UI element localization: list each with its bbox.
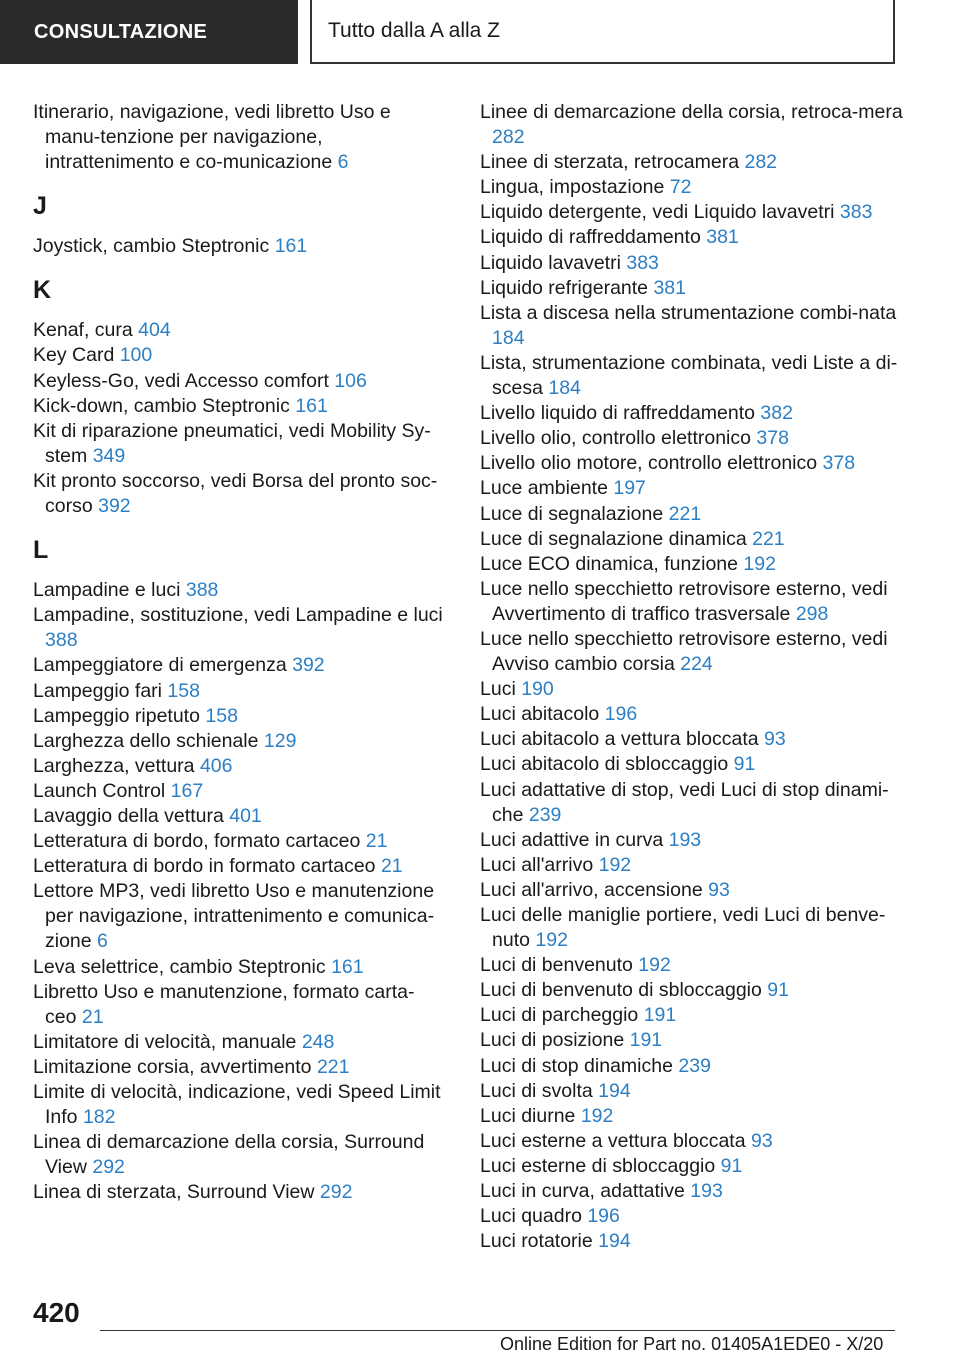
index-entry (480, 677, 920, 702)
page-reference-link[interactable]: 182 (82, 1106, 116, 1129)
index-entry-text: Larghezza dello schienale (33, 729, 264, 752)
page-reference-link[interactable]: 221 (316, 1055, 350, 1078)
page-reference-link[interactable]: 239 (528, 803, 562, 826)
index-entry (480, 451, 920, 476)
page-reference-link[interactable]: 129 (263, 729, 297, 752)
index-entry (480, 903, 920, 953)
index-entry-text: Luce di segnalazione (480, 502, 669, 525)
section-tab[interactable]: CONSULTAZIONE (0, 0, 298, 64)
index-entry (480, 1204, 920, 1229)
page-reference-link[interactable]: 388 (45, 629, 78, 652)
index-entry-text: Luce ambiente (480, 477, 614, 500)
index-entry-text: Lettore MP3, vedi libretto Uso e manutenzione per navigazione, intrattenimento e comunica-zione (33, 880, 435, 953)
page-reference-link[interactable]: 191 (629, 1029, 663, 1052)
page-reference-link[interactable]: 191 (643, 1004, 677, 1027)
index-letter-heading: K (33, 276, 52, 305)
index-entry (33, 829, 443, 854)
index-entry-text: Luci adattative di stop, vedi Luci di stop dinami-che (480, 778, 889, 826)
index-entry-text: Lavaggio della vettura (33, 804, 230, 827)
index-entry-text: Leva selettrice, cambio Steptronic (33, 955, 332, 978)
index-entry (33, 980, 443, 1030)
index-entry (480, 1054, 920, 1079)
index-column-right (480, 100, 920, 1254)
page-reference-link[interactable]: 193 (668, 828, 702, 851)
page-reference-link[interactable]: 72 (669, 176, 692, 199)
page-reference-link[interactable]: 91 (767, 979, 789, 1002)
footer-divider (100, 1330, 895, 1331)
index-entry (480, 1104, 920, 1129)
page-reference-link[interactable]: 406 (199, 754, 233, 777)
index-entry-text: Luci quadro (480, 1205, 588, 1228)
index-entry-text: Itinerario, navigazione, vedi libretto Uso e manu-tenzione per navigazione, intrattenimento e co-municazione (33, 101, 391, 174)
index-entry (480, 702, 920, 727)
index-entry (480, 476, 920, 501)
page-reference-link[interactable]: 161 (274, 235, 308, 258)
index-entry (33, 394, 443, 419)
index-entry-text: Luce ECO dinamica, funzione (480, 552, 744, 575)
index-entry-text: Luci rotatorie (480, 1230, 599, 1253)
page-reference-link[interactable]: 93 (751, 1129, 773, 1152)
index-entry (33, 879, 443, 954)
index-entry-text: Luci abitacolo di sbloccaggio (480, 753, 734, 776)
page-reference-link[interactable]: 158 (167, 679, 200, 702)
index-entry (33, 469, 443, 519)
page-reference-link[interactable]: 292 (319, 1181, 353, 1204)
index-entry (33, 955, 443, 980)
page-reference-link[interactable]: 221 (668, 502, 702, 525)
index-entry (480, 401, 920, 426)
page-reference-link[interactable]: 388 (185, 579, 219, 602)
index-entry (480, 627, 920, 677)
page-reference-link[interactable]: 93 (764, 728, 786, 751)
index-entry-text: Luci di stop dinamiche (480, 1054, 679, 1077)
index-entry-text: Kit di riparazione pneumatici, vedi Mobility Sy-stem (33, 419, 431, 467)
index-entry (480, 552, 920, 577)
page-reference-link[interactable]: 196 (604, 703, 638, 726)
index-entry (33, 1080, 443, 1130)
index-entry (33, 779, 443, 804)
index-entry-text: Limitatore di velocità, manuale (33, 1030, 302, 1053)
index-entry (33, 343, 443, 368)
index-entry (33, 729, 443, 754)
page-reference-link[interactable]: 378 (822, 452, 856, 475)
index-entry-text: Liquido detergente, vedi Liquido lavavetri (480, 201, 840, 224)
page-reference-link[interactable]: 401 (229, 804, 262, 827)
index-entry-text: Liquido refrigerante (480, 276, 654, 299)
page-reference-link[interactable]: 383 (626, 251, 659, 274)
index-entry-text: Luci all'arrivo (480, 853, 599, 876)
page-reference-link[interactable]: 158 (205, 704, 238, 727)
page-reference-link[interactable]: 21 (365, 830, 388, 853)
index-entry (480, 727, 920, 752)
index-entry (33, 1055, 443, 1080)
index-entry-text: Kenaf, cura (33, 319, 139, 342)
page-reference-link[interactable]: 192 (535, 929, 568, 952)
index-entry (33, 318, 443, 343)
index-entry-text: Larghezza, vettura (33, 754, 200, 777)
page-reference-link[interactable]: 193 (690, 1180, 723, 1203)
page-reference-link[interactable]: 21 (81, 1005, 104, 1028)
page-reference-link[interactable]: 194 (598, 1230, 631, 1253)
index-entry (480, 251, 920, 276)
index-entry (480, 1028, 920, 1053)
index-entry-text: Kit pronto soccorso, vedi Borsa del pronto soc-corso (33, 469, 438, 518)
index-letter-heading: J (33, 192, 47, 221)
index-entry-text: Keyless-Go, vedi Accesso comfort (33, 369, 335, 392)
index-entry (33, 603, 443, 653)
index-entry (480, 878, 920, 903)
index-entry (480, 1154, 920, 1179)
index-entry (480, 953, 920, 978)
page-reference-link[interactable]: 161 (295, 394, 328, 417)
page-reference-link[interactable]: 192 (580, 1104, 614, 1127)
index-entry-text: Luci esterne a vettura bloccata (480, 1129, 751, 1152)
index-entry-text: Luce nello specchietto retrovisore esterno, vedi Avviso cambio corsia (480, 627, 888, 676)
index-entry-text: Luci di posizione (480, 1029, 630, 1052)
page-reference-link[interactable]: 106 (334, 369, 367, 392)
index-entry (480, 200, 920, 225)
index-entry (480, 527, 920, 552)
page-reference-link[interactable]: 381 (653, 276, 686, 299)
index-entry (480, 1003, 920, 1028)
page-reference-link[interactable]: 224 (680, 653, 713, 676)
index-entry-text: Luci all'arrivo, accensione (480, 878, 709, 901)
page-reference-link[interactable]: 184 (492, 326, 525, 349)
index-entry-text: Linee di demarcazione della corsia, retroca-mera (480, 101, 903, 123)
index-entry-text: Key Card (33, 344, 120, 367)
page-reference-link[interactable]: 282 (744, 151, 778, 174)
footer-edition-text: Online Edition for Part no. 01405A1EDE0 - X/20 (500, 1334, 884, 1354)
index-entry-text: Linea di demarcazione della corsia, Surround View (33, 1131, 425, 1179)
page-reference-link[interactable]: 93 (708, 878, 730, 901)
page-reference-link[interactable]: 381 (706, 226, 739, 249)
index-entry-text: Lampeggiatore di emergenza (33, 654, 293, 677)
page-reference-link[interactable]: 192 (598, 853, 632, 876)
index-entry-text: Lampadine, sostituzione, vedi Lampadine e luci (33, 604, 443, 627)
index-entry-text: Luci (480, 678, 522, 701)
page-header (0, 0, 960, 66)
index-entry-text: Luci di parcheggio (480, 1004, 644, 1027)
index-entry (480, 1079, 920, 1104)
page-reference-link[interactable]: 248 (301, 1030, 335, 1053)
index-entry-text: Lampadine e luci (33, 579, 186, 602)
index-entry (33, 369, 443, 394)
index-entry (480, 100, 920, 150)
index-entry-text: Luci diurne (480, 1104, 581, 1127)
page-reference-link[interactable]: 392 (98, 495, 131, 518)
index-entry (480, 577, 920, 627)
index-entry-text: Luci di svolta (480, 1079, 599, 1102)
index-entry (480, 752, 920, 777)
index-entry (480, 150, 920, 175)
index-entry (480, 853, 920, 878)
index-entry (33, 804, 443, 829)
index-entry (480, 828, 920, 853)
index-entry (480, 175, 920, 200)
index-entry (33, 854, 443, 879)
index-entry-text: Luci di benvenuto (480, 954, 639, 977)
page-reference-link[interactable]: 383 (839, 201, 873, 224)
index-entry (480, 1179, 920, 1204)
index-entry (480, 978, 920, 1003)
page-reference-link[interactable]: 349 (92, 444, 126, 467)
page-reference-link[interactable]: 161 (331, 955, 364, 978)
index-entry (480, 225, 920, 250)
index-entry-text: Luci di benvenuto di sbloccaggio (480, 979, 768, 1002)
index-entry-text: Luci delle maniglie portiere, vedi Luci di benve-nuto (480, 904, 886, 952)
index-entry (480, 1129, 920, 1154)
index-entry-text: Letteratura di bordo, formato cartaceo (33, 830, 366, 853)
index-entry-text: Lingua, impostazione (480, 176, 670, 199)
index-entry-text: Lampeggio ripetuto (33, 704, 206, 727)
index-entry (33, 1180, 443, 1205)
index-entry (480, 778, 920, 828)
index-entry-text: Letteratura di bordo in formato cartaceo (33, 855, 381, 878)
page-reference-link[interactable]: 91 (733, 753, 756, 776)
page-reference-link[interactable]: 239 (678, 1054, 711, 1077)
index-entry (480, 351, 920, 401)
page-reference-link[interactable]: 404 (138, 319, 171, 342)
index-entry-text: Lampeggio fari (33, 679, 168, 702)
page-reference-link[interactable]: 190 (521, 678, 554, 701)
index-entry-text: Libretto Uso e manutenzione, formato carta-ceo (33, 980, 415, 1028)
page-reference-link[interactable]: 167 (170, 779, 204, 802)
index-entry-text: Liquido lavavetri (480, 251, 627, 274)
index-entry-text: Livello olio, controllo elettronico (480, 427, 757, 450)
index-entry-text: Linee di sterzata, retrocamera (480, 151, 745, 174)
index-entry (33, 679, 443, 704)
index-entry (33, 419, 443, 469)
page-reference-link[interactable]: 221 (752, 527, 785, 550)
page-reference-link[interactable]: 91 (720, 1154, 743, 1177)
page-reference-link[interactable]: 6 (337, 151, 349, 174)
page-number: 420 (33, 1297, 80, 1328)
index-letter-heading: L (33, 536, 49, 565)
index-entry (33, 1030, 443, 1055)
page-reference-link[interactable]: 282 (492, 126, 525, 149)
index-entry (33, 578, 443, 603)
page-reference-link[interactable]: 192 (743, 552, 776, 575)
index-entry-text: Limite di velocità, indicazione, vedi Speed Limit Info (33, 1081, 441, 1129)
chapter-tab[interactable]: Tutto dalla A alla Z (310, 0, 895, 64)
index-entry (33, 100, 443, 175)
page-reference-link[interactable]: 100 (119, 344, 153, 367)
page-reference-link[interactable]: 194 (598, 1079, 631, 1102)
index-entry-text: Luci in curva, adattative (480, 1180, 691, 1203)
index-entry-text: Luci abitacolo (480, 703, 605, 726)
page-reference-link[interactable]: 382 (760, 402, 793, 425)
page-reference-link[interactable]: 184 (548, 377, 581, 400)
index-entry (33, 704, 443, 729)
index-entry (480, 276, 920, 301)
page-reference-link[interactable]: 292 (92, 1156, 125, 1179)
index-entry-text: Limitazione corsia, avvertimento (33, 1055, 317, 1078)
page-reference-link[interactable]: 197 (613, 477, 646, 500)
index-entry-text: Luci abitacolo a vettura bloccata (480, 728, 765, 751)
index-entry (33, 653, 443, 678)
page-reference-link[interactable]: 392 (292, 654, 325, 677)
index-entry-text: Lista a discesa nella strumentazione combi-nata (480, 301, 897, 324)
page-reference-link[interactable]: 196 (587, 1205, 620, 1228)
page-reference-link[interactable]: 298 (795, 602, 829, 625)
index-entry-text: Livello liquido di raffreddamento (480, 402, 761, 425)
index-entry-text: Luci esterne di sbloccaggio (480, 1154, 721, 1177)
index-entry (33, 754, 443, 779)
index-entry-text: Linea di sterzata, Surround View (33, 1181, 320, 1204)
index-entry-text: Luce di segnalazione dinamica (480, 527, 753, 550)
index-entry-text: Luci adattive in curva (480, 828, 669, 851)
index-column-left (33, 100, 443, 1205)
index-entry-text: Joystick, cambio Steptronic (33, 235, 275, 258)
index-entry-text: Launch Control (33, 779, 171, 802)
index-entry (33, 234, 443, 259)
page-reference-link[interactable]: 192 (638, 954, 671, 977)
page-reference-link[interactable]: 21 (380, 855, 403, 878)
index-entry (480, 301, 920, 351)
index-entry-text: Livello olio motore, controllo elettronico (480, 452, 823, 475)
index-entry-text: Lista, strumentazione combinata, vedi Liste a di-scesa (480, 351, 898, 400)
index-entry (480, 502, 920, 527)
index-entry (480, 1229, 920, 1254)
index-entry-text: Luce nello specchietto retrovisore esterno, vedi Avvertimento di traffico trasversale (480, 577, 888, 625)
index-entry (480, 426, 920, 451)
index-entry-text: Kick-down, cambio Steptronic (33, 394, 296, 417)
page-reference-link[interactable]: 6 (97, 930, 108, 953)
index-entry-text: Liquido di raffreddamento (480, 226, 707, 249)
page-reference-link[interactable]: 378 (756, 427, 789, 450)
index-entry (33, 1130, 443, 1180)
